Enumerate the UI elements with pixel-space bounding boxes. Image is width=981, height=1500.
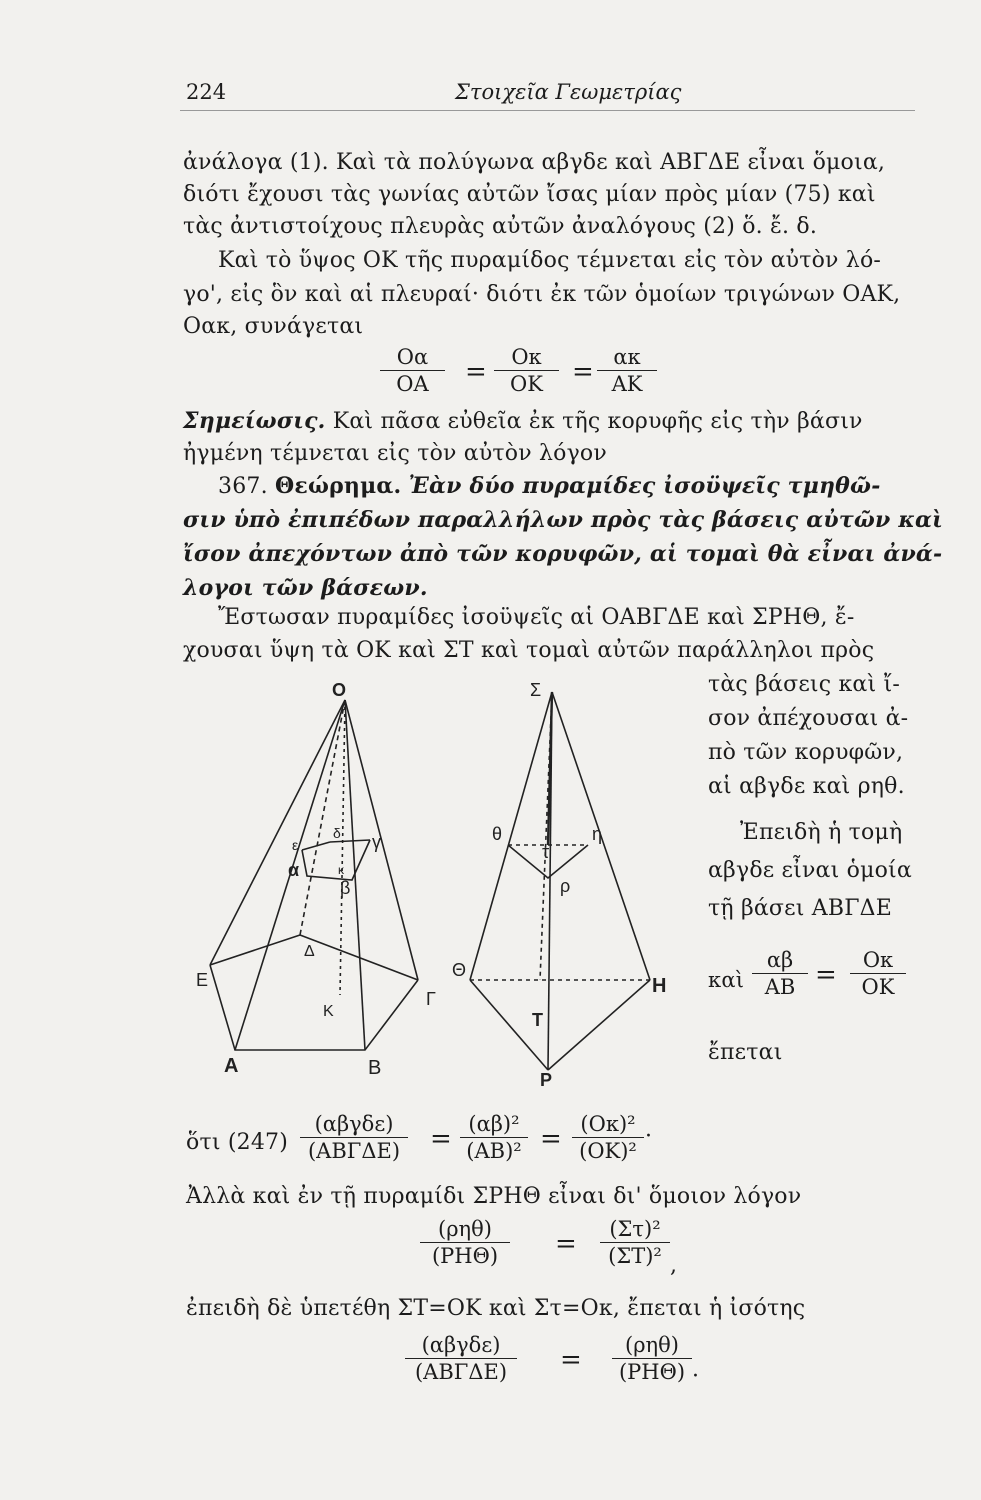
label-Delta: Δ <box>304 943 315 960</box>
theorem-label: Θεώρημα. <box>275 473 402 499</box>
label-rho: ρ <box>560 876 571 896</box>
fraction: (Στ)² (ΣΤ)² <box>600 1217 670 1268</box>
header-rule <box>180 110 915 111</box>
fraction: (ρηθ) (ΡΗΘ) <box>612 1333 692 1384</box>
fraction: ακ ΑΚ <box>597 345 657 396</box>
label-Theta: Θ <box>452 960 467 980</box>
text-line: αἱ αβγδε καὶ ρηθ. <box>708 774 905 799</box>
theorem-line: 367. Θεώρημα. Ἐὰν δύο πυραμίδες ἰσοϋψεῖς τμηθῶ- <box>218 473 881 499</box>
theorem-text: λογοι τῶν βάσεων. <box>183 575 428 601</box>
text-line: διότι ἔχουσι τὰς γωνίας αὐτῶν ἴσας μίαν πρὸς μίαν (75) καὶ <box>183 182 876 207</box>
equals-sign: = <box>815 960 837 990</box>
label-A: Α <box>224 1055 239 1077</box>
ratio-prefix: καὶ <box>708 968 745 992</box>
text-line: ἀνάλογα (1). Καὶ τὰ πολύγωνα αβγδε καὶ ΑΒΓΔΕ εἶναι ὅμοια, <box>183 150 886 175</box>
text-line: ἔπεται <box>708 1040 783 1065</box>
text-line: τῇ βάσει ΑΒΓΔΕ <box>708 896 893 921</box>
eq-suffix: · <box>645 1124 653 1149</box>
fraction: αβ ΑΒ <box>752 948 808 999</box>
equals-sign: = <box>572 357 594 387</box>
text-line: Καὶ τὸ ὕψος ΟΚ τῆς πυραμίδος τέμνεται εἰς τὸν αὐτὸν λό- <box>218 248 882 273</box>
label-Gamma: Γ <box>426 989 436 1009</box>
theorem-number: 367. <box>218 474 268 499</box>
fraction: (ρηθ) (ΡΗΘ) <box>420 1217 510 1268</box>
text-line: γο', εἰς ὃν καὶ αἱ πλευραί· διότι ἐκ τῶν ὁμοίων τριγώνων ΟΑΚ, <box>183 282 901 307</box>
theorem-text: ἴσον ἀπεχόντων ἀπὸ τῶν κορυφῶν, αἱ τομαὶ θὰ εἶναι ἀνά- <box>183 541 943 567</box>
text-line: Οακ, συνάγεται <box>183 314 364 339</box>
eq-suffix: , <box>670 1253 678 1278</box>
text-line: αβγδε εἶναι ὁμοία <box>708 858 912 883</box>
text-line: τὰς βάσεις καὶ ἴ- <box>708 672 900 697</box>
label-tau: τ <box>542 842 550 862</box>
label-kappa: κ <box>338 863 344 877</box>
page-number: 224 <box>186 80 227 104</box>
eq-prefix: ὅτι (247) <box>186 1130 288 1155</box>
fraction: (αβγδε) (ΑΒΓΔΕ) <box>405 1333 517 1384</box>
text-line: Ἔστωσαν πυραμίδες ἰσοϋψεῖς αἱ ΟΑΒΓΔΕ καὶ ΣΡΗΘ, ἔ- <box>218 605 855 630</box>
label-eta: η <box>592 824 603 844</box>
remark-label: Σημείωσις. <box>183 408 326 434</box>
equals-sign: = <box>560 1345 582 1375</box>
equals-sign: = <box>540 1124 562 1154</box>
equals-sign: = <box>430 1124 452 1154</box>
theorem-text: σιν ὑπὸ ἐπιπέδων παραλλήλων πρὸς τὰς βάσεις αὐτῶν καὶ <box>183 507 943 533</box>
label-E: Ε <box>196 970 209 990</box>
fraction: (αβ)² (ΑΒ)² <box>460 1112 528 1163</box>
label-delta: δ <box>333 825 341 841</box>
pyramids-figure <box>190 680 710 1100</box>
label-epsilon: ε <box>292 837 299 853</box>
label-Sigma: Σ <box>530 680 542 700</box>
text-line: χουσαι ὕψη τὰ ΟΚ καὶ ΣΤ καὶ τομαὶ αὐτῶν παράλληλοι πρὸς <box>183 638 875 663</box>
label-alpha: α <box>288 860 300 880</box>
fraction: Οκ ΟΚ <box>850 948 906 999</box>
text-line: ἠγμένη τέμνεται εἰς τὸν αὐτὸν λόγον <box>183 441 607 466</box>
pyramid-oabgde <box>210 700 418 1050</box>
label-gamma: γ <box>372 832 381 852</box>
fraction: (αβγδε) (ΑΒΓΔΕ) <box>300 1112 408 1163</box>
text-line: σον ἀπέχουσαι ἀ- <box>708 706 909 731</box>
text-line: Ἐπειδὴ ἡ τομὴ <box>740 820 903 845</box>
label-H: Η <box>652 975 667 997</box>
label-O: O <box>332 680 347 700</box>
fraction: (Οκ)² (ΟΚ)² <box>572 1112 644 1163</box>
fraction: Οα ΟΑ <box>380 345 445 396</box>
text-line: πὸ τῶν κορυφῶν, <box>708 740 904 765</box>
label-P: Ρ <box>540 1070 553 1090</box>
fraction: Οκ ΟΚ <box>494 345 559 396</box>
text-line: ἐπειδὴ δὲ ὑπετέθη ΣΤ=ΟΚ καὶ Στ=Οκ, ἔπεται ἡ ἰσότης <box>186 1296 806 1321</box>
label-B: Β <box>368 1057 382 1079</box>
equals-sign: = <box>555 1229 577 1259</box>
text-line: τὰς ἀντιστοίχους πλευρὰς αὐτῶν ἀναλόγους (2) ὅ. ἔ. δ. <box>183 214 818 239</box>
label-T: Τ <box>532 1010 543 1030</box>
label-K: Κ <box>323 1003 334 1020</box>
remark-line: Σημείωσις. Καὶ πᾶσα εὐθεῖα ἐκ τῆς κορυφῆς εἰς τὴν βάσιν <box>183 408 863 434</box>
eq-suffix: · <box>692 1364 700 1389</box>
text-line: Ἀλλὰ καὶ ἐν τῇ πυραμίδι ΣΡΗΘ εἶναι δι' ὅμοιον λόγον <box>186 1184 802 1209</box>
label-theta: θ <box>492 824 503 844</box>
running-title: Στοιχεῖα Γεωμετρίας <box>455 80 682 104</box>
label-beta: β <box>340 878 351 898</box>
equals-sign: = <box>465 357 487 387</box>
